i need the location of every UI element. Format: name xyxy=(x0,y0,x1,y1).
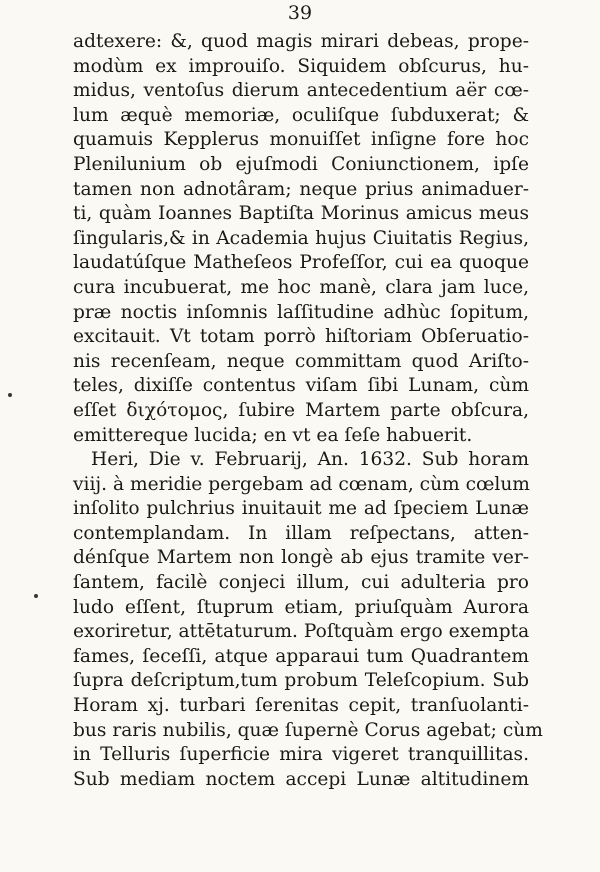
text-line: Sub mediam noctem accepi Lunæ altitudinem xyxy=(73,768,529,790)
text-line: tamen non adnotâram; neque prius animaduer- xyxy=(73,178,529,200)
text-line: midus, ventoſus dierum antecedentium aër cœ- xyxy=(73,80,529,102)
text-line: cura incubuerat, me hoc manè, clara jam luce, xyxy=(73,276,529,298)
text-line: ſingularis,& in Academia hujus Ciuitatis Regius, xyxy=(73,227,529,249)
paragraph-start-line: Heri, Die v. Februarij, An. 1632. Sub horam xyxy=(91,449,529,471)
margin-ink-spot xyxy=(8,393,12,397)
text-line: nis recenſeam, neque committam quod Ariſto- xyxy=(73,350,529,372)
page-number: 39 xyxy=(287,2,313,24)
text-line: ludo eſſent, ſtuprum etiam, priuſquàm Aurora xyxy=(73,596,529,618)
text-line: laudatúſque Matheſeos Profeſſor, cui ea quoque xyxy=(73,252,529,274)
text-line: lum æquè memoriæ, oculiſque ſubduxerat; & xyxy=(73,104,529,126)
text-line: modùm ex improuiſo. Siquidem obſcurus, hu- xyxy=(73,55,529,77)
text-line: bus raris nubilis, quæ ſupernè Corus agebat; cùm xyxy=(73,719,543,741)
text-line: ſupra deſcriptum,tum probum Teleſcopium. Sub xyxy=(73,670,529,692)
text-line: Horam xj. turbari ſerenitas cepit, tranſuolanti- xyxy=(73,695,529,717)
text-line: contemplandam. In illam reſpectans, atten- xyxy=(73,522,529,544)
text-line: teles, dixiſſe contentus viſam ſibi Lunam, cùm xyxy=(73,375,529,397)
text-line: dénſque Martem non longè ab ejus tramite ver- xyxy=(73,547,529,569)
paragraph-end-line: emittereque lucida; en vt ea ſeſe habuerit. xyxy=(73,424,473,446)
text-line: quamuis Kepplerus monuiſſet inſigne fore hoc xyxy=(73,129,529,151)
text-line: adtexere: &, quod magis mirari debeas, prope- xyxy=(73,31,529,52)
text-line: fames, ſeceſſi, atque apparaui tum Quadrantem xyxy=(73,645,529,667)
text-line: inſolito pulchrius inuitauit me ad ſpeciem Lunæ xyxy=(73,498,529,520)
text-line: ti, quàm Ioannes Baptiſta Morinus amicus meus xyxy=(73,203,529,225)
text-line: in Telluris ſuperficie mira vigeret tranquillitas. xyxy=(73,744,529,766)
text-line: exoriretur, attētaturum. Poſtquàm ergo exempta xyxy=(73,621,530,643)
margin-ink-spot xyxy=(34,594,38,598)
text-line: ſantem, facilè conjeci illum, cui adulteria pro xyxy=(73,572,529,594)
text-line: præ noctis inſomnis laſſitudine adhùc ſopitum, xyxy=(73,301,529,323)
text-line: eſſet διχότομος, ſubire Martem parte obſcura, xyxy=(73,399,529,421)
text-line: Plenilunium ob ejuſmodi Coniunctionem, ipſe xyxy=(73,153,529,175)
text-line: excitauit. Vt totam porrò hiſtoriam Obſeruatio- xyxy=(73,326,529,348)
body-text xyxy=(73,30,543,792)
text-line: viij. à meridie pergebam ad cœnam, cùm cœlum xyxy=(73,473,530,495)
